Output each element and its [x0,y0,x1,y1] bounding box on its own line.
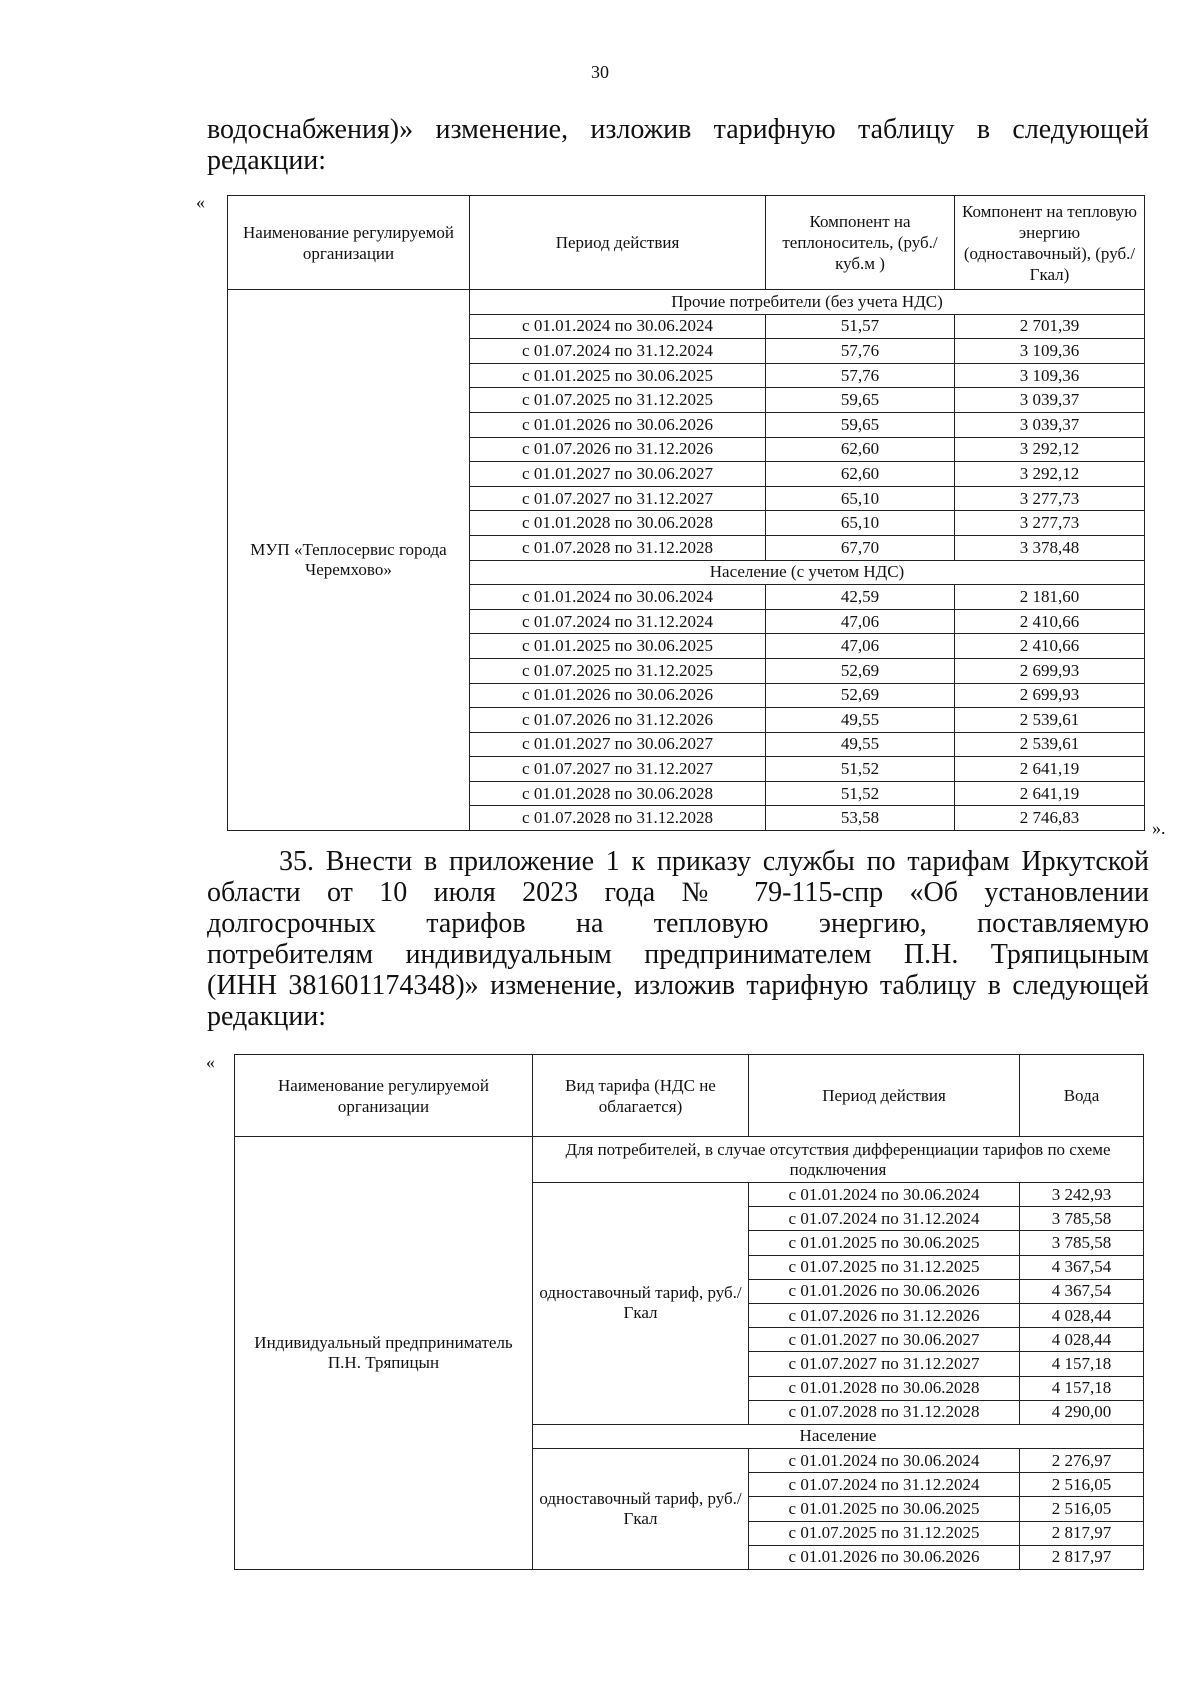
period-cell: с 01.07.2027 по 31.12.2027 [470,757,766,782]
section-label: Прочие потребители (без учета НДС) [470,290,1145,315]
period-cell: с 01.01.2027 по 30.06.2027 [470,462,766,487]
period-cell: с 01.07.2025 по 31.12.2025 [749,1255,1020,1279]
energy-cell: 2 539,61 [955,732,1145,757]
tariff-type-cell: одноставочный тариф, руб./Гкал [533,1183,749,1425]
period-cell: с 01.07.2025 по 31.12.2025 [470,388,766,413]
coolant-cell: 62,60 [766,437,955,462]
period-cell: с 01.01.2028 по 30.06.2028 [470,781,766,806]
header-water: Вода [1020,1055,1144,1137]
period-cell: с 01.07.2028 по 31.12.2028 [470,806,766,831]
water-cell: 4 367,54 [1020,1255,1144,1279]
period-cell: с 01.01.2026 по 30.06.2026 [749,1545,1020,1569]
coolant-cell: 52,69 [766,683,955,708]
period-cell: с 01.01.2027 по 30.06.2027 [470,732,766,757]
coolant-cell: 59,65 [766,412,955,437]
coolant-cell: 51,52 [766,781,955,806]
org-name-cell: МУП «Теплосервис города Черемхово» [228,290,470,831]
energy-cell: 3 292,12 [955,437,1145,462]
water-cell: 4 290,00 [1020,1400,1144,1424]
coolant-cell: 57,76 [766,339,955,364]
coolant-cell: 67,70 [766,535,955,560]
period-cell: с 01.07.2024 по 31.12.2024 [470,609,766,634]
coolant-cell: 49,55 [766,708,955,733]
paragraph-35 [207,846,1149,1032]
paragraph-line: 35. Внести в приложение 1 к приказу службы по тарифам Иркутской [279,846,1149,877]
period-cell: с 01.07.2025 по 31.12.2025 [749,1521,1020,1545]
coolant-cell: 53,58 [766,806,955,831]
open-quote: « [206,1052,215,1072]
paragraph-line: (ИНН 381601174348)» изменение, изложив тарифную таблицу в следующей [207,970,1149,1001]
header-period: Период действия [470,196,766,290]
period-cell: с 01.01.2028 по 30.06.2028 [470,511,766,536]
energy-cell: 2 641,19 [955,757,1145,782]
tariff-table-1 [227,195,1145,831]
intro-line: редакции: [207,145,327,176]
period-cell: с 01.07.2028 по 31.12.2028 [470,535,766,560]
header-org: Наименование регулируемой организации [235,1055,533,1137]
energy-cell: 2 410,66 [955,609,1145,634]
water-cell: 2 516,05 [1020,1473,1144,1497]
period-cell: с 01.07.2024 по 31.12.2024 [470,339,766,364]
period-cell: с 01.01.2026 по 30.06.2026 [749,1279,1020,1303]
period-cell: с 01.07.2027 по 31.12.2027 [749,1352,1020,1376]
period-cell: с 01.07.2028 по 31.12.2028 [749,1400,1020,1424]
energy-cell: 3 292,12 [955,462,1145,487]
coolant-cell: 59,65 [766,388,955,413]
period-cell: с 01.01.2024 по 30.06.2024 [470,314,766,339]
water-cell: 2 817,97 [1020,1545,1144,1569]
header-energy: Компонент на тепловую энергию (одноставочный), (руб./Гкал) [955,196,1145,290]
section-row [235,1137,1144,1183]
energy-cell: 2 410,66 [955,634,1145,659]
period-cell: с 01.01.2028 по 30.06.2028 [749,1376,1020,1400]
period-cell: с 01.01.2024 по 30.06.2024 [749,1449,1020,1473]
period-cell: с 01.07.2026 по 31.12.2026 [470,437,766,462]
section-label: Население (с учетом НДС) [470,560,1145,585]
period-cell: с 01.07.2024 по 31.12.2024 [749,1207,1020,1231]
header-org: Наименование регулируемой организации [228,196,470,290]
energy-cell: 3 277,73 [955,511,1145,536]
coolant-cell: 65,10 [766,511,955,536]
intro-paragraph [207,114,1149,176]
energy-cell: 3 277,73 [955,486,1145,511]
table-header-row [228,196,1145,290]
period-cell: с 01.01.2027 по 30.06.2027 [749,1328,1020,1352]
energy-cell: 2 699,93 [955,658,1145,683]
energy-cell: 2 746,83 [955,806,1145,831]
period-cell: с 01.01.2025 по 30.06.2025 [470,363,766,388]
coolant-cell: 51,57 [766,314,955,339]
water-cell: 2 516,05 [1020,1497,1144,1521]
water-cell: 3 785,58 [1020,1231,1144,1255]
open-quote: « [196,192,205,212]
intro-line: водоснабжения)» изменение, изложив тарифную таблицу в следующей [207,114,1149,145]
energy-cell: 3 039,37 [955,412,1145,437]
coolant-cell: 51,52 [766,757,955,782]
period-cell: с 01.07.2026 по 31.12.2026 [749,1303,1020,1327]
table-header-row [235,1055,1144,1137]
period-cell: с 01.01.2025 по 30.06.2025 [749,1231,1020,1255]
period-cell: с 01.01.2025 по 30.06.2025 [470,634,766,659]
water-cell: 4 028,44 [1020,1303,1144,1327]
header-period: Период действия [749,1055,1020,1137]
water-cell: 3 242,93 [1020,1183,1144,1207]
paragraph-line: потребителям индивидуальным предпринимателем П.Н. Тряпицыным [207,939,1149,970]
energy-cell: 3 109,36 [955,339,1145,364]
paragraph-line: долгосрочных тарифов на тепловую энергию, поставляемую [207,908,1149,939]
water-cell: 4 157,18 [1020,1376,1144,1400]
coolant-cell: 49,55 [766,732,955,757]
page-number: 30 [591,62,609,82]
energy-cell: 3 378,48 [955,535,1145,560]
period-cell: с 01.01.2024 по 30.06.2024 [470,585,766,610]
energy-cell: 2 641,19 [955,781,1145,806]
water-cell: 4 367,54 [1020,1279,1144,1303]
period-cell: с 01.01.2026 по 30.06.2026 [470,412,766,437]
tariff-type-cell: одноставочный тариф, руб./Гкал [533,1449,749,1570]
close-quote: ». [1152,818,1166,838]
energy-cell: 2 699,93 [955,683,1145,708]
period-cell: с 01.07.2025 по 31.12.2025 [470,658,766,683]
water-cell: 2 276,97 [1020,1449,1144,1473]
org-name-cell: Индивидуальный предприниматель П.Н. Тряпицын [235,1137,533,1570]
water-cell: 4 028,44 [1020,1328,1144,1352]
header-tariff-type: Вид тарифа (НДС не облагается) [533,1055,749,1137]
period-cell: с 01.07.2027 по 31.12.2027 [470,486,766,511]
energy-cell: 2 181,60 [955,585,1145,610]
period-cell: с 01.01.2024 по 30.06.2024 [749,1183,1020,1207]
energy-cell: 3 039,37 [955,388,1145,413]
period-cell: с 01.07.2026 по 31.12.2026 [470,708,766,733]
energy-cell: 2 701,39 [955,314,1145,339]
section-row [228,290,1145,315]
paragraph-line: редакции: [207,1001,327,1032]
water-cell: 4 157,18 [1020,1352,1144,1376]
energy-cell: 2 539,61 [955,708,1145,733]
coolant-cell: 47,06 [766,634,955,659]
energy-cell: 3 109,36 [955,363,1145,388]
water-cell: 2 817,97 [1020,1521,1144,1545]
paragraph-line: области от 10 июля 2023 года № 79-115-спр «Об установлении [207,877,1149,908]
period-cell: с 01.01.2025 по 30.06.2025 [749,1497,1020,1521]
coolant-cell: 62,60 [766,462,955,487]
tariff-table-2 [234,1054,1144,1570]
coolant-cell: 42,59 [766,585,955,610]
coolant-cell: 65,10 [766,486,955,511]
coolant-cell: 47,06 [766,609,955,634]
header-coolant: Компонент на теплоноситель, (руб./куб.м ) [766,196,955,290]
period-cell: с 01.01.2026 по 30.06.2026 [470,683,766,708]
water-cell: 3 785,58 [1020,1207,1144,1231]
section-label: Население [533,1424,1144,1448]
coolant-cell: 52,69 [766,658,955,683]
coolant-cell: 57,76 [766,363,955,388]
period-cell: с 01.07.2024 по 31.12.2024 [749,1473,1020,1497]
section-label: Для потребителей, в случае отсутствия дифференциации тарифов по схеме подключения [533,1137,1144,1183]
